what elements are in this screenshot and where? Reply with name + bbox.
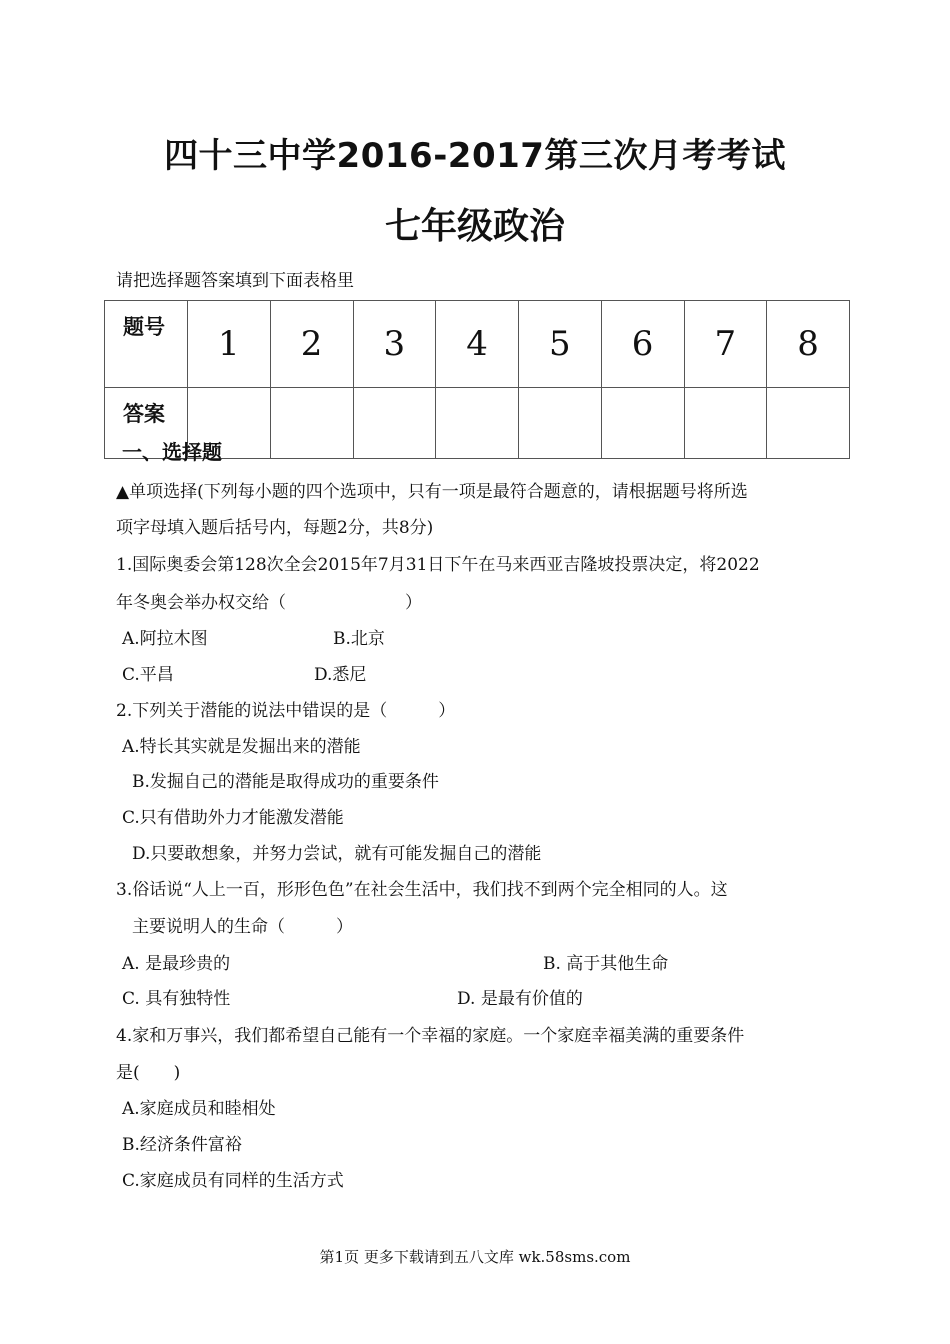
q2-option-d: D.只要敢想象，并努力尝试，就有可能发掘自己的潜能 xyxy=(132,844,542,864)
intro-line-1: ▲单项选择(下列每小题的四个选项中，只有一项是最符合题意的，请根据题号将所选 xyxy=(116,482,748,502)
answer-cell xyxy=(601,388,684,459)
q4-stem-line-1: 4.家和万事兴，我们都希望自己能有一个幸福的家庭。一个家庭幸福美满的重要条件 xyxy=(116,1026,745,1046)
q3-stem-line-2: 主要说明人的生命（ ） xyxy=(132,917,353,937)
q4-option-b: B.经济条件富裕 xyxy=(122,1135,242,1155)
question-number-cell: 4 xyxy=(436,301,519,388)
q1-stem-line-1: 1.国际奥委会第128次全会2015年7月31日下午在马来西亚吉隆坡投票决定，将2022 xyxy=(116,555,760,575)
answer-cell xyxy=(767,388,850,459)
q3-option-c: C. 具有独特性 xyxy=(122,989,231,1009)
answer-cell xyxy=(353,388,436,459)
question-number-cell: 3 xyxy=(353,301,436,388)
q2-option-a: A.特长其实就是发掘出来的潜能 xyxy=(122,737,361,757)
q2-option-c: C.只有借助外力才能激发潜能 xyxy=(122,808,344,828)
q3-stem-line-1: 3.俗话说“人上一百，形形色色”在社会生活中，我们找不到两个完全相同的人。这 xyxy=(116,880,728,900)
answer-table xyxy=(104,300,850,459)
q4-option-c: C.家庭成员有同样的生活方式 xyxy=(122,1171,344,1191)
answer-header: 答案 xyxy=(105,388,188,459)
q1-option-b: B.北京 xyxy=(333,629,385,649)
answer-cell xyxy=(436,388,519,459)
question-number-row xyxy=(105,301,850,388)
q1-option-c: C.平昌 xyxy=(122,665,174,685)
question-number-cell: 1 xyxy=(188,301,271,388)
table-instruction: 请把选择题答案填到下面表格里 xyxy=(116,271,354,291)
q2-stem: 2.下列关于潜能的说法中错误的是（ ） xyxy=(116,701,456,721)
q3-option-a: A. 是最珍贵的 xyxy=(122,954,231,974)
question-number-cell: 5 xyxy=(519,301,602,388)
q1-stem-line-2: 年冬奥会举办权交给（ ） xyxy=(116,593,422,613)
answer-cell xyxy=(684,388,767,459)
question-number-cell: 2 xyxy=(270,301,353,388)
section-title: 一、选择题 xyxy=(122,440,222,464)
question-number-cell: 8 xyxy=(767,301,850,388)
question-number-header: 题号 xyxy=(105,301,188,388)
exam-title: 四十三中学2016-2017第三次月考考试 xyxy=(164,136,786,176)
q4-stem-line-2: 是( ) xyxy=(116,1063,181,1083)
q1-option-a: A.阿拉木图 xyxy=(122,629,208,649)
q4-option-a: A.家庭成员和睦相处 xyxy=(122,1099,276,1119)
question-number-cell: 6 xyxy=(601,301,684,388)
q3-option-d: D. 是最有价值的 xyxy=(457,989,583,1009)
answer-cell xyxy=(519,388,602,459)
answer-cell xyxy=(270,388,353,459)
q2-option-b: B.发掘自己的潜能是取得成功的重要条件 xyxy=(132,772,439,792)
intro-line-2: 项字母填入题后括号内，每题2分，共8分) xyxy=(116,518,434,538)
exam-subtitle: 七年级政治 xyxy=(384,206,565,247)
question-number-cell: 7 xyxy=(684,301,767,388)
page-footer: 第1页 更多下载请到五八文库 wk.58sms.com xyxy=(319,1248,631,1266)
q1-option-d: D.悉尼 xyxy=(314,665,367,685)
q3-option-b: B. 高于其他生命 xyxy=(543,954,669,974)
